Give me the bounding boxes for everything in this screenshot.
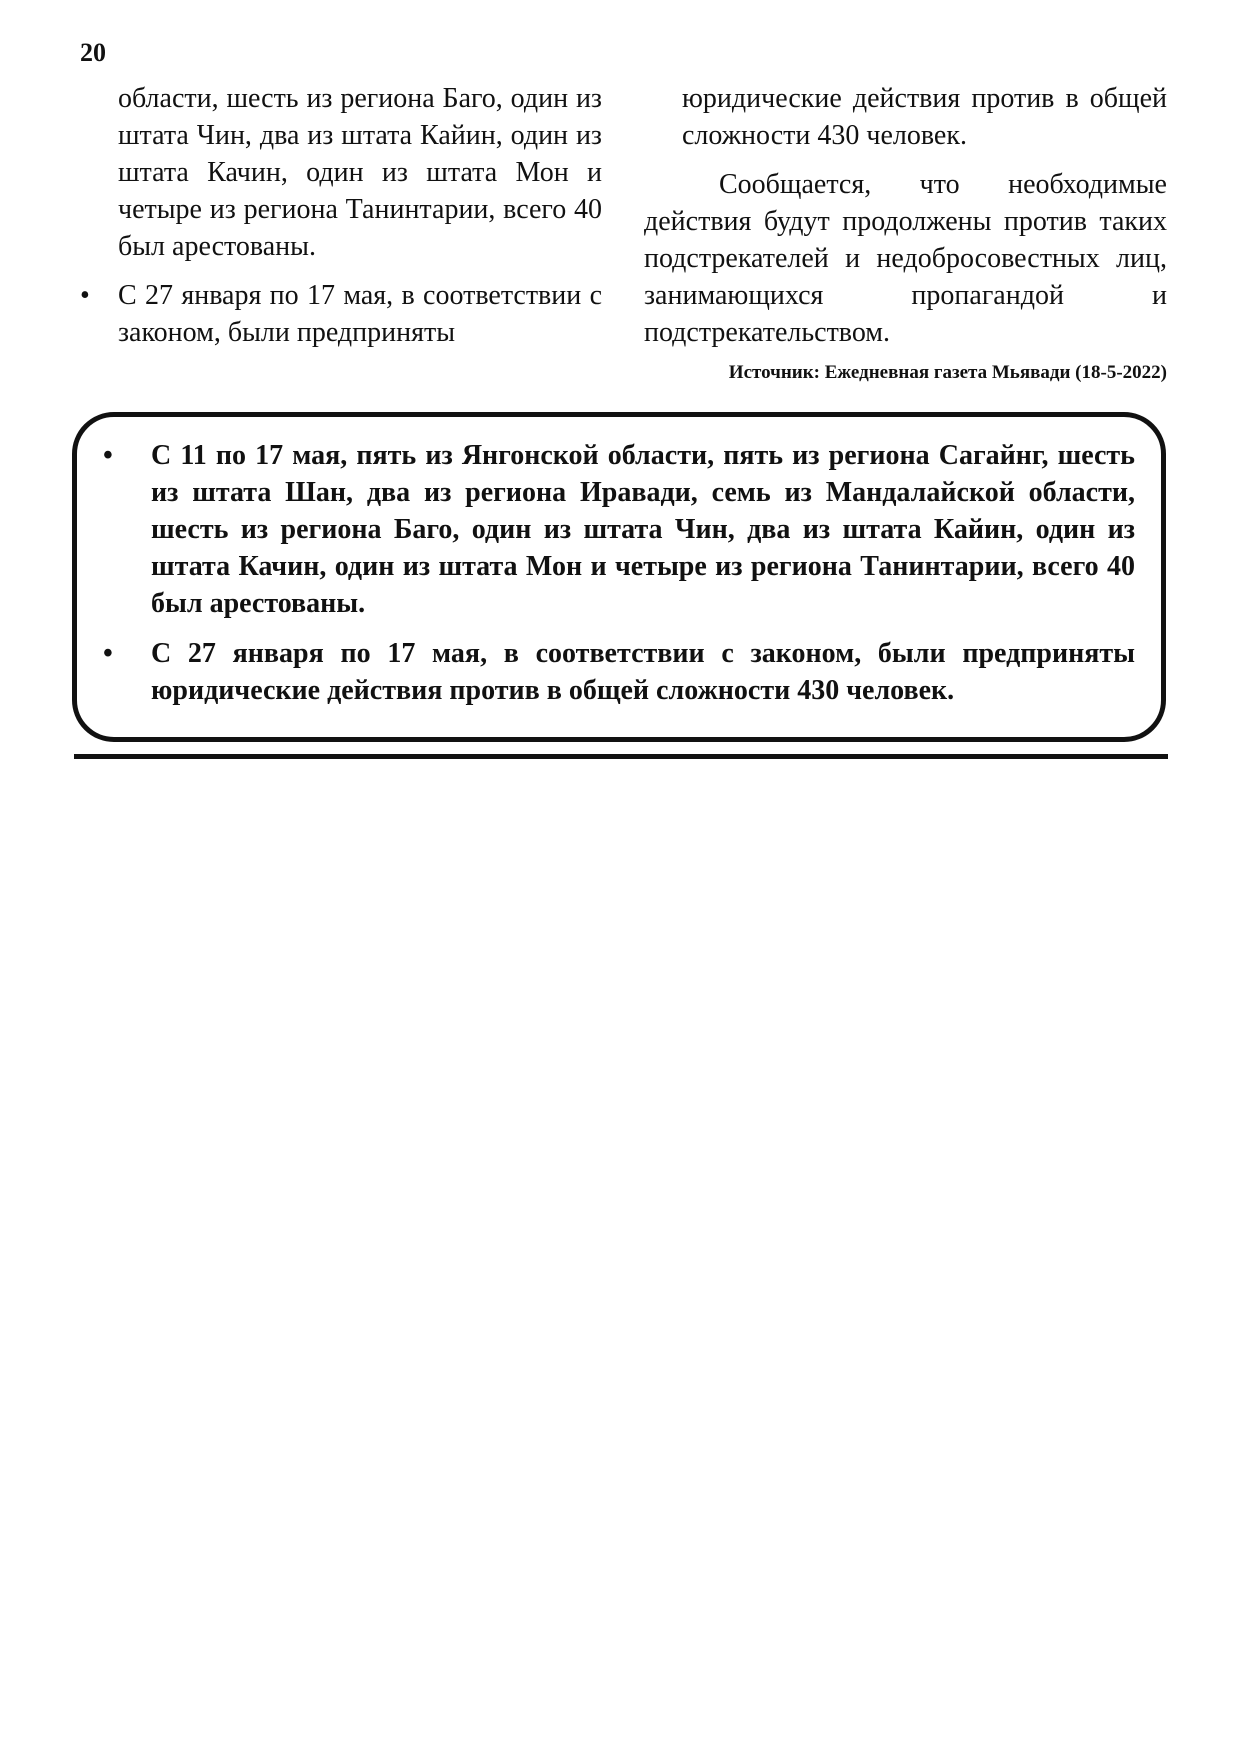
summary-box xyxy=(72,412,1166,742)
left-bullet-text: С 27 января по 17 мая, в соответствии с законом, были предприняты xyxy=(118,280,602,348)
right-column xyxy=(644,80,1167,385)
bullet-icon: • xyxy=(80,280,90,311)
summary-item-arrests xyxy=(97,437,1135,622)
source-citation: Источник: Ежедневная газета Мьявади (18-5-2022) xyxy=(728,362,1167,383)
right-paragraph: Сообщается, что необходимые действия будут продолжены против таких подстрекателей и недобросовестных лиц, занимающихся пропагандой и подстрекательством. xyxy=(644,169,1167,348)
horizontal-divider xyxy=(74,754,1168,759)
left-bullet-item xyxy=(80,277,602,351)
page-number: 20 xyxy=(80,38,106,67)
summary-item-legal-actions xyxy=(97,635,1135,709)
left-continuation-text: области, шесть из региона Баго, один из штата Чин, два из штата Кайин, один из штата Качин, один из штата Мон и четыре из региона Танинтарии, всего 40 был арестованы. xyxy=(118,83,602,262)
summary-item-text: С 11 по 17 мая, пять из Янгонской области, пять из региона Сагайнг, шесть из штата Шан, два из региона Иравади, семь из Мандалайской области, шесть из региона Баго, один из штата Чин, два из штата Кайин, один из штата Качин, один из штата Мон и четыре из региона Танинтарии, всего 40 был арестованы. xyxy=(151,440,1135,619)
left-column xyxy=(80,80,602,351)
right-continuation-text: юридические действия против в общей сложности 430 человек. xyxy=(682,83,1167,151)
bullet-icon: • xyxy=(103,440,113,471)
bullet-icon: • xyxy=(103,638,113,669)
summary-item-text: С 27 января по 17 мая, в соответствии с законом, были предприняты юридические действия против в общей сложности 430 человек. xyxy=(151,638,1135,706)
